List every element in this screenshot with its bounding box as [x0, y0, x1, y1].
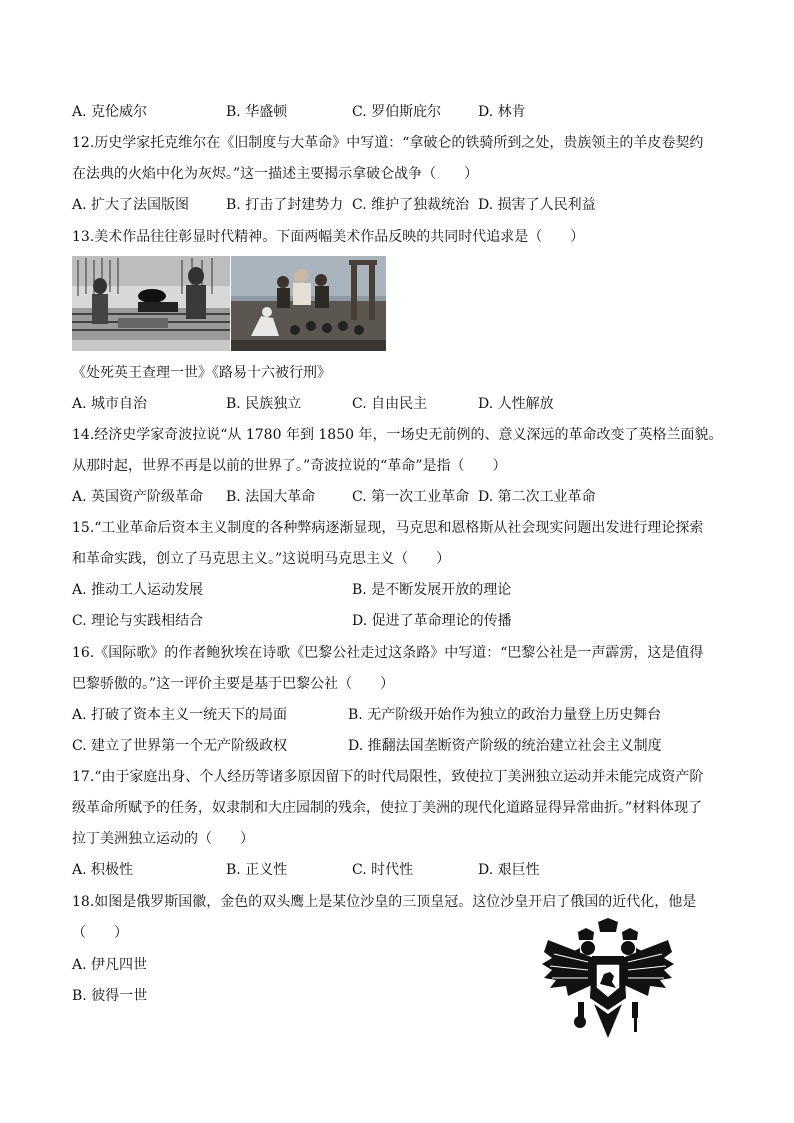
painting-execution-louis-xvi — [231, 256, 386, 351]
q11-option-d: D. 林肯 — [478, 104, 526, 120]
q14-stem-line2: 从那时起，世界不再是以前的世界了。”奇波拉说的“革命”是指（ ） — [72, 458, 507, 474]
q16-option-b: B. 无产阶级开始作为独立的政治力量登上历史舞台 — [348, 707, 662, 723]
q17-option-a: A. 积极性 — [72, 862, 134, 878]
q15-option-c: C. 理论与实践相结合 — [72, 613, 204, 629]
russian-coat-of-arms-emblem — [538, 918, 678, 1040]
q17-option-c: C. 时代性 — [352, 862, 414, 878]
q12-stem-line2: 在法典的火焰中化为灰烬。”这一描述主要揭示拿破仑战争（ ） — [72, 166, 479, 182]
q13-option-c: C. 自由民主 — [352, 396, 428, 412]
q15-option-a: A. 推动工人运动发展 — [72, 582, 204, 598]
q15-option-b: B. 是不断发展开放的理论 — [352, 582, 512, 598]
q14-option-d: D. 第二次工业革命 — [478, 489, 596, 505]
q17-stem-line3: 拉丁美洲独立运动的（ ） — [72, 831, 254, 847]
q15-option-d: D. 促进了革命理论的传播 — [352, 613, 512, 629]
q17-stem-line2: 级革命所赋予的任务，奴隶制和大庄园制的残余，使拉丁美洲的现代化道路显得异常曲折。”材料体现了 — [72, 800, 703, 816]
q12-option-c: C. 维护了独裁统治 — [352, 197, 470, 213]
q13-option-a: A. 城市自治 — [72, 396, 148, 412]
q16-stem-line1: 16.《国际歌》的作者鲍狄埃在诗歌《巴黎公社走过这条路》中写道：“巴黎公社是一声霹雳，这是值得 — [72, 645, 704, 661]
q14-stem-line1: 14.经济史学家奇波拉说“从 1780 年到 1850 年，一场史无前例的、意义深远的革命改变了英格兰面貌。 — [72, 427, 723, 443]
painting-execution-charles-i — [72, 256, 230, 351]
q16-option-c: C. 建立了世界第一个无产阶级政权 — [72, 738, 288, 754]
q13-stem-line1: 13.美术作品往往彰显时代精神。下面两幅美术作品反映的共同时代追求是（ ） — [72, 229, 585, 245]
q17-option-b: B. 正义性 — [226, 862, 288, 878]
q18-option-b: B. 彼得一世 — [72, 988, 148, 1004]
q16-option-d: D. 推翻法国垄断资产阶级的统治建立社会主义制度 — [348, 738, 662, 754]
q14-option-a: A. 英国资产阶级革命 — [72, 489, 204, 505]
q15-stem-line2: 和革命实践，创立了马克思主义。”这说明马克思主义（ ） — [72, 551, 451, 567]
q12-option-b: B. 打击了封建势力 — [226, 197, 344, 213]
q14-option-c: C. 第一次工业革命 — [352, 489, 470, 505]
q12-option-d: D. 损害了人民利益 — [478, 197, 596, 213]
q18-stem-line2: （ ） — [72, 925, 128, 941]
q11-option-c: C. 罗伯斯庇尔 — [352, 104, 442, 120]
q11-option-a: A. 克伦威尔 — [72, 104, 148, 120]
q17-stem-line1: 17.“由于家庭出身、个人经历等诸多原因留下的时代局限性，致使拉丁美洲独立运动并未能完成资产阶 — [72, 769, 704, 785]
q13-image-caption: 《处死英王查理一世》《路易十六被行刑》 — [72, 365, 331, 381]
q11-option-b: B. 华盛顿 — [226, 104, 288, 120]
q14-option-b: B. 法国大革命 — [226, 489, 316, 505]
q17-option-d: D. 艰巨性 — [478, 862, 540, 878]
q12-stem-line1: 12.历史学家托克维尔在《旧制度与大革命》中写道：“拿破仑的铁骑所到之处，贵族领主的羊皮卷契约 — [72, 135, 704, 151]
q12-option-a: A. 扩大了法国版图 — [72, 197, 190, 213]
q13-option-d: D. 人性解放 — [478, 396, 554, 412]
q18-option-a: A. 伊凡四世 — [72, 957, 148, 973]
q16-option-a: A. 打破了资本主义一统天下的局面 — [72, 707, 288, 723]
q13-option-b: B. 民族独立 — [226, 396, 302, 412]
q15-stem-line1: 15.“工业革命后资本主义制度的各种弊病逐渐显现，马克思和恩格斯从社会现实问题出发进行理论探索 — [72, 520, 704, 536]
q16-stem-line2: 巴黎骄傲的。”这一评价主要是基于巴黎公社（ ） — [72, 676, 395, 692]
q18-stem-line1: 18.如图是俄罗斯国徽，金色的双头鹰上是某位沙皇的三顶皇冠。这位沙皇开启了俄国的近代化，他是 — [72, 894, 697, 910]
